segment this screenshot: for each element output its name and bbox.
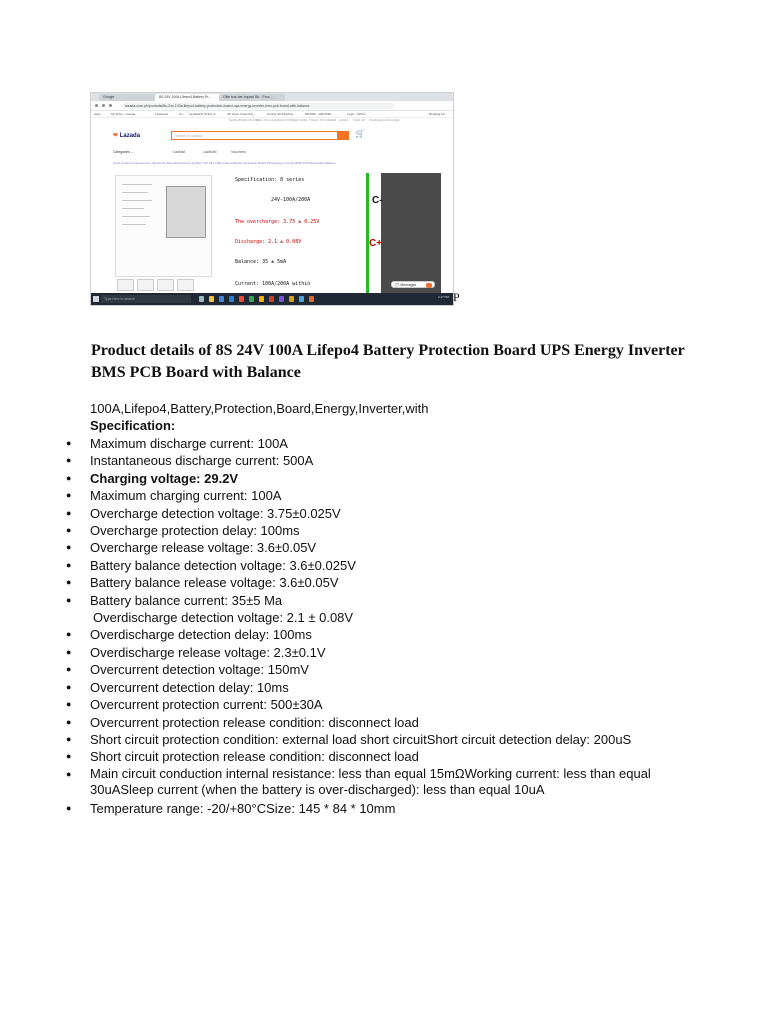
pcb-board-image	[166, 186, 206, 238]
top-link[interactable]: CUSTOMER CARE	[281, 118, 308, 122]
categories-dropdown[interactable]: Categories ⌄	[113, 150, 134, 154]
thumbnail[interactable]	[137, 279, 154, 291]
forward-icon[interactable]	[102, 104, 105, 107]
product-title: Product details of 8S 24V 100A Lifepo4 Battery Protection Board UPS Energy Inverter BMS PCB Board with Balance	[91, 342, 685, 381]
spec-item	[66, 609, 686, 626]
chrome-icon[interactable]	[259, 296, 264, 302]
spec-item	[66, 800, 686, 817]
bullet-icon: ●	[66, 699, 72, 710]
bookmark[interactable]: Login - UPOU	[347, 112, 366, 116]
bookmark[interactable]: Facebook	[155, 112, 169, 116]
file-explorer-icon[interactable]	[209, 296, 214, 302]
spec-text: Battery balance release voltage: 3.6±0.05V	[90, 575, 339, 591]
app-icon[interactable]	[299, 296, 304, 302]
bullet-icon: ●	[66, 507, 72, 518]
bullet-icon: ●	[66, 490, 72, 501]
spec-text: Battery balance current: 35±5 Ma	[90, 592, 283, 608]
windows-start-icon[interactable]	[93, 296, 99, 302]
spec-text: Overcurrent protection release condition: disconnect load	[90, 714, 419, 730]
spec-item	[66, 592, 686, 609]
spec-text: Charging voltage: 29.2V	[90, 470, 239, 486]
image-text-line	[122, 224, 146, 225]
logo-text: Lazada	[119, 133, 141, 139]
spec-item	[66, 626, 686, 643]
image-text-line	[122, 184, 152, 185]
spec-text: Overcharge release voltage: 3.6±0.05V	[90, 540, 317, 556]
embedded-screenshot	[90, 92, 454, 306]
spec-text: Overcurrent detection delay: 10ms	[90, 679, 289, 695]
spec-item	[66, 679, 686, 696]
bookmark[interactable]: Apps	[94, 112, 101, 116]
powerpoint-icon[interactable]	[269, 296, 274, 302]
bullet-icon: ●	[66, 751, 72, 762]
product-image[interactable]	[115, 175, 212, 277]
app-icon[interactable]	[289, 296, 294, 302]
browser-tab[interactable]: Ollie bus bar Impact Bo - Proc...	[219, 94, 285, 101]
spec-item	[66, 644, 686, 661]
browser-tab[interactable]: Google	[99, 94, 157, 101]
spec-image-line: Current: 100A/200A within	[235, 281, 311, 287]
task-view-icon[interactable]	[199, 296, 204, 302]
search-input[interactable]: Search in Lazada	[171, 131, 339, 140]
spec-text: Instantaneous discharge current: 500A	[90, 453, 314, 469]
spec-text: Short circuit protection release condition: disconnect load	[90, 749, 419, 765]
spec-item	[66, 557, 686, 574]
board-photo	[381, 173, 441, 295]
spec-item	[66, 661, 686, 678]
bookmark[interactable]: G+	[179, 112, 184, 116]
thumbnail[interactable]	[117, 279, 134, 291]
top-link[interactable]: CHANGE LANGUAGE	[369, 118, 400, 122]
thumbnail-strip	[115, 277, 210, 291]
bullet-icon: ●	[66, 716, 72, 727]
spec-item	[66, 748, 686, 765]
lazada-logo[interactable]	[113, 132, 140, 139]
image-text-line	[122, 200, 152, 201]
image-text-line	[122, 192, 148, 193]
spec-text: Overdischarge detection voltage: 2.1 ± 0.08V	[93, 610, 354, 626]
bullet-icon: ●	[66, 594, 72, 605]
bookmark[interactable]: Reading list	[429, 112, 445, 116]
breadcrumb[interactable]: Tools & Home Improvement / Electrical / Electrical Circuitry & Parts / 8S 24V 100A Lifepo4 Battery Protection Board UPS Energy Inverter BMS PCB Board with Balance	[113, 161, 336, 165]
bullet-icon: ●	[66, 472, 72, 483]
bullet-icon: ●	[66, 733, 72, 744]
messages-button[interactable]: 💬 Messages	[391, 281, 435, 288]
browser-tab[interactable]: 8S 24V 100A Lifepo4 Battery Pr...	[155, 94, 221, 101]
spec-image-panel	[231, 173, 366, 295]
bullet-icon: ●	[66, 577, 72, 588]
reload-icon[interactable]	[109, 104, 112, 107]
bullet-icon: ●	[66, 525, 72, 536]
cart-icon[interactable]: 🛒	[355, 129, 365, 138]
specification-heading: Specification:	[90, 418, 176, 433]
bullet-icon: ●	[66, 664, 72, 675]
address-bar-row	[91, 101, 453, 111]
top-link[interactable]: SIGN UP	[353, 118, 366, 122]
spec-item	[66, 505, 686, 522]
spec-item	[66, 766, 686, 799]
spec-text: Maximum charging current: 100A	[90, 488, 282, 504]
excel-icon[interactable]	[249, 296, 254, 302]
spec-text: Temperature range: -20/+80°CSize: 145 * 84 * 10mm	[90, 800, 396, 816]
spec-item	[66, 539, 686, 556]
specification-list	[66, 435, 686, 817]
bookmark[interactable]: LazadaPH Online S...	[189, 112, 218, 116]
board-margin	[369, 173, 381, 295]
image-text-line	[122, 216, 150, 217]
app-icon[interactable]	[239, 296, 244, 302]
product-content	[113, 173, 453, 295]
spec-text: Main circuit conduction internal resistance: less than equal 15mΩWorking current: less than equal 30uASleep current (when the battery is over-discharged): less than equal 10uA	[90, 765, 651, 798]
browser-tab-strip	[91, 93, 453, 101]
edge-icon[interactable]	[219, 296, 224, 302]
category-link[interactable]: Vouchers	[231, 150, 246, 154]
image-text-line	[122, 208, 144, 209]
spec-item	[66, 452, 686, 469]
spec-image-line: Balance: 35 ± 5mA	[235, 259, 287, 265]
spec-image-line: 24V-100A/200A	[271, 197, 311, 203]
spec-text: Overcharge detection voltage: 3.75±0.025V	[90, 505, 341, 521]
product-keywords: 100A,Lifepo4,Battery,Protection,Board,Energy,Inverter,with	[90, 401, 429, 416]
heart-icon: ❤	[113, 133, 119, 139]
spec-text: Overdischarge detection delay: 100ms	[90, 627, 312, 643]
spec-item	[66, 574, 686, 591]
app-icon[interactable]	[309, 296, 314, 302]
spec-image-line: Discharge: 2.1 ± 0.08V	[235, 239, 302, 245]
address-bar[interactable]: lazada.com.ph/products/8s-24v-100a-lifepo4-battery-protection-board-ups-energy-inverter-bms-pcb-board-with-balance	[121, 103, 395, 109]
spec-text: Overcurrent detection voltage: 150mV	[90, 662, 309, 678]
message-count-badge	[426, 283, 432, 288]
spec-item	[66, 696, 686, 713]
app-icon[interactable]	[279, 296, 284, 302]
category-link[interactable]: LazBuild	[203, 150, 217, 154]
bullet-icon: ●	[66, 629, 72, 640]
taskbar-clock: 4:17 PM	[437, 295, 449, 299]
top-link[interactable]: SAVE MORE ON APP	[229, 118, 259, 122]
bookmarks-bar	[91, 111, 453, 118]
back-icon[interactable]	[95, 104, 98, 107]
bullet-icon: ●	[66, 438, 72, 448]
bullet-icon: ●	[66, 768, 72, 779]
search-button[interactable]	[337, 131, 349, 140]
spec-image-line: The overcharge: 3.75 ± 0.25V	[235, 219, 320, 225]
top-link[interactable]: TRACK MY ORDER	[309, 118, 337, 122]
spec-item	[66, 522, 686, 539]
spec-item	[66, 714, 686, 731]
bookmark[interactable]: Course 26 Readme...	[267, 112, 296, 116]
category-link[interactable]: LazMall	[173, 150, 186, 154]
bullet-icon: ●	[66, 646, 72, 657]
thumbnail[interactable]	[177, 279, 194, 291]
bookmark[interactable]: BR3300 - ARK3200...	[305, 112, 334, 116]
taskbar-search[interactable]: Type here to search	[101, 295, 191, 303]
bullet-icon: ●	[66, 802, 72, 813]
board-label-plus: C+	[369, 238, 383, 249]
spec-item	[66, 470, 686, 487]
bookmark[interactable]: UP Open University...	[227, 112, 256, 116]
board-closeup-image	[369, 173, 453, 295]
board-label-minus: C-	[372, 195, 383, 206]
top-link[interactable]: SELL ON LAZADA	[256, 118, 282, 122]
bullet-icon: ●	[66, 455, 72, 466]
spec-item	[66, 487, 686, 504]
spec-item	[66, 435, 686, 452]
lazada-header	[91, 123, 453, 145]
spec-text: Maximum discharge current: 100A	[90, 436, 288, 451]
spec-text: Overcurrent protection current: 500±30A	[90, 697, 323, 713]
stray-character: P	[453, 290, 460, 304]
spec-image-line: Specification: 8 series	[235, 177, 305, 183]
windows-taskbar	[91, 293, 453, 305]
word-icon[interactable]	[229, 296, 234, 302]
bullet-icon: ●	[66, 559, 72, 570]
thumbnail[interactable]	[157, 279, 174, 291]
spec-text: Overdischarge release voltage: 2.3±0.1V	[90, 644, 326, 660]
categories-label: Categories	[113, 150, 130, 154]
spec-text: Overcharge protection delay: 100ms	[90, 523, 300, 539]
spec-item	[66, 731, 686, 748]
bullet-icon: ●	[66, 681, 72, 692]
bullet-icon: ●	[66, 542, 72, 553]
top-link[interactable]: LOGIN	[339, 118, 349, 122]
spec-text: Short circuit protection condition: external load short circuitShort circuit detection delay: 200uS	[90, 731, 632, 747]
bookmark[interactable]: My Drive - Google...	[111, 112, 138, 116]
messages-label: Messages	[400, 283, 417, 287]
spec-text: Battery balance detection voltage: 3.6±0.025V	[90, 557, 356, 573]
